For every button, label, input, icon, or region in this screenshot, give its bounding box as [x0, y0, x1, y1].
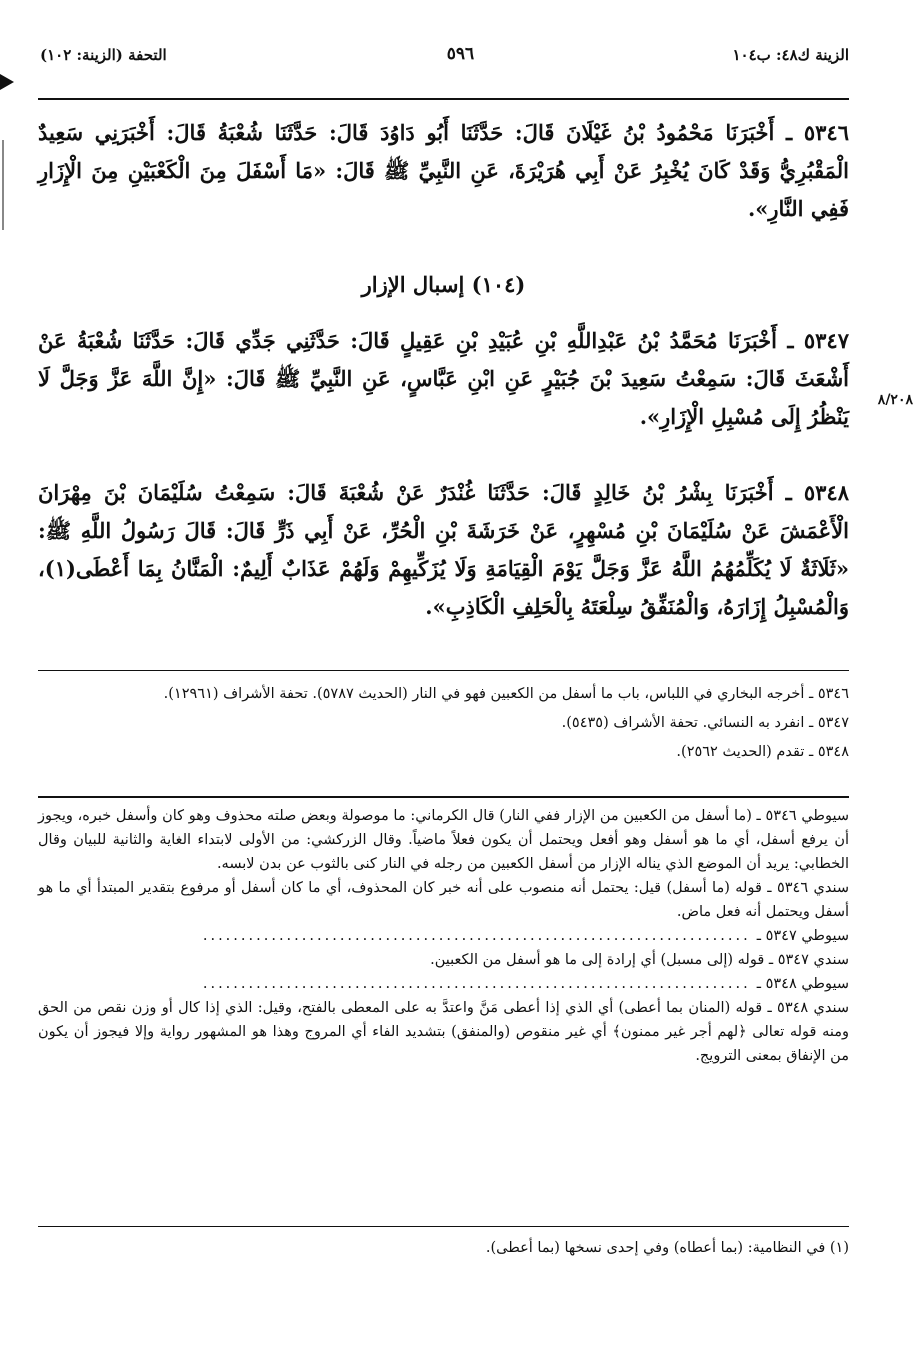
commentary-suyuti-5347-row — [38, 924, 849, 948]
header-chapter-ref: الزينة ك٤٨: ب١٠٤ — [732, 46, 849, 64]
takhrij-references — [38, 680, 849, 767]
footnote: (١) في النظامية: (بما أعطاه) وفي إحدى نسخها (بما أعطى). — [485, 1240, 849, 1256]
commentary-sindi-5348: سندي ٥٣٤٨ ـ قوله (المنان بما أعطى) أي الذي إذا أعطى مَنَّ واعتدَّ به على المعطى بالفتح، وقيل: الذي إذا كال أو وزن نقص من الحق ومنه قوله تعالى ﴿لهم أجر غير ممنون﴾ أي غير منقوص (والمنفق) بتشديد الفاء أي المروج وهذا هو المشهور رواية وإلا فيجوز أن يكون من الإنفاق بمعنى الترويج. — [38, 1000, 849, 1064]
commentary-suyuti-5346: سيوطي ٥٣٤٦ ـ (ما أسفل من الكعبين من الإزار ففي النار) قال الكرماني: ما موصولة وبعض صلته محذوف وهو كان وأسفل خبره، ويجوز أن يرفع أسفل، أي ما هو أسفل وهو أفعل ويحتمل أن يكون فعلاً ماضياً. وقال الزركشي: من الأولى لابتداء الغاية والثانية للبيان وقال الخطابي: يريد أن الموضع الذي يناله الإزار من أسفل الكعبين من رجله في النار كنى بالثوب عن بدن لابسه. — [38, 808, 849, 872]
hadith-5348: ٥٣٤٨ ـ أَخْبَرَنَا بِشْرُ بْنُ خَالِدٍ قَالَ: حَدَّثَنَا غُنْدَرٌ عَنْ شُعْبَةَ قَالَ: سَمِعْتُ سُلَيْمَانَ بْنَ مِهْرَانَ الْأَعْمَشَ عَنْ سُلَيْمَانَ بْنِ مُسْهِرٍ، عَنْ خَرَشَةَ بْنِ الْحُرِّ، عَنْ أَبِي ذَرٍّ قَالَ: قَالَ رَسُولُ اللَّهِ ﷺ: «ثَلَاثَةٌ لَا يُكَلِّمُهُمُ اللَّهُ عَزَّ وَجَلَّ يَوْمَ الْقِيَامَةِ وَلَا يُزَكِّيهِمْ وَلَهُمْ عَذَابٌ أَلِيمٌ: الْمَنَّانُ بِمَا أَعْطَى(١)، وَالْمُسْبِلُ إِزَارَهُ، وَالْمُنَفِّقُ سِلْعَتَهُ بِالْحَلِفِ الْكَاذِبِ». — [38, 480, 849, 619]
ellipsis-dots: ........................................................................ — [202, 928, 751, 944]
commentary-suyuti-5348-row — [38, 972, 849, 996]
reference-item: ٥٣٤٦ ـ أخرجه البخاري في اللباس، باب ما أسفل من الكعبين فهو في النار (الحديث ٥٧٨٧). تحفة الأشراف (١٢٩٦١). — [163, 686, 849, 702]
commentary-sindi-5346: سندي ٥٣٤٦ ـ قوله (ما أسفل) قيل: يحتمل أنه منصوب على أنه خبر كان المحذوف، أي ما كان أسفل أو مرفوع بتقدير المبتدأ أي ما هو أسفل ويحتمل أنه فعل ماض. — [38, 880, 849, 920]
commentary-suyuti-5347: سيوطي ٥٣٤٧ ـ — [756, 928, 849, 944]
commentary-rule — [38, 796, 849, 798]
page-edge-arrow-icon — [0, 74, 14, 90]
references-rule — [38, 670, 849, 671]
reference-item: ٥٣٤٨ ـ تقدم (الحديث ٢٥٦٢). — [676, 744, 849, 760]
page-edge-mark — [2, 140, 4, 230]
chapter-title: (١٠٤) إسبال الإزار — [361, 272, 526, 297]
margin-volume-page-ref: ٨/٢٠٨ — [877, 392, 913, 408]
commentary-suyuti-5348: سيوطي ٥٣٤٨ ـ — [756, 976, 849, 992]
ellipsis-dots: ........................................................................ — [202, 976, 751, 992]
page-number: ٥٩٦ — [446, 44, 475, 64]
hadith-5346: ٥٣٤٦ ـ أَخْبَرَنَا مَحْمُودُ بْنُ غَيْلَانَ قَالَ: حَدَّثَنَا أَبُو دَاوُدَ قَالَ: حَدَّثَنَا شُعْبَةُ قَالَ: أَخْبَرَنِي سَعِيدٌ الْمَقْبُرِيُّ وَقَدْ كَانَ يُخْبِرُ عَنْ أَبِي هُرَيْرَةَ، عَنِ النَّبِيِّ ﷺ قَالَ: «مَا أَسْفَلَ مِنَ الْكَعْبَيْنِ مِنَ الْإِزَارِ فَفِي النَّارِ». — [38, 120, 849, 221]
hadith-5347: ٥٣٤٧ ـ أَخْبَرَنَا مُحَمَّدُ بْنُ عَبْدِاللَّهِ بْنِ عُبَيْدِ بْنِ عَقِيلٍ قَالَ: حَدَّثَنِي جَدِّي قَالَ: حَدَّثَنَا شُعْبَةُ عَنْ أَشْعَثَ قَالَ: سَمِعْتُ سَعِيدَ بْنَ جُبَيْرٍ عَنِ ابْنِ عَبَّاسٍ، عَنِ النَّبِيِّ ﷺ قَالَ: «إِنَّ اللَّهَ عَزَّ وَجَلَّ لَا يَنْظُرُ إِلَى مُسْبِلِ الْإِزَارِ». — [38, 328, 849, 429]
header-tuhfa-ref: التحفة (الزينة: ١٠٢) — [40, 46, 167, 64]
reference-item: ٥٣٤٧ ـ انفرد به النسائي. تحفة الأشراف (٥٤٣٥). — [561, 715, 849, 731]
footnote-rule — [38, 1226, 849, 1227]
commentary-section — [38, 804, 849, 1068]
header-rule — [38, 98, 849, 100]
commentary-sindi-5347: سندي ٥٣٤٧ ـ قوله (إلى مسبل) أي إرادة إلى ما هو أسفل من الكعبين. — [430, 952, 849, 968]
